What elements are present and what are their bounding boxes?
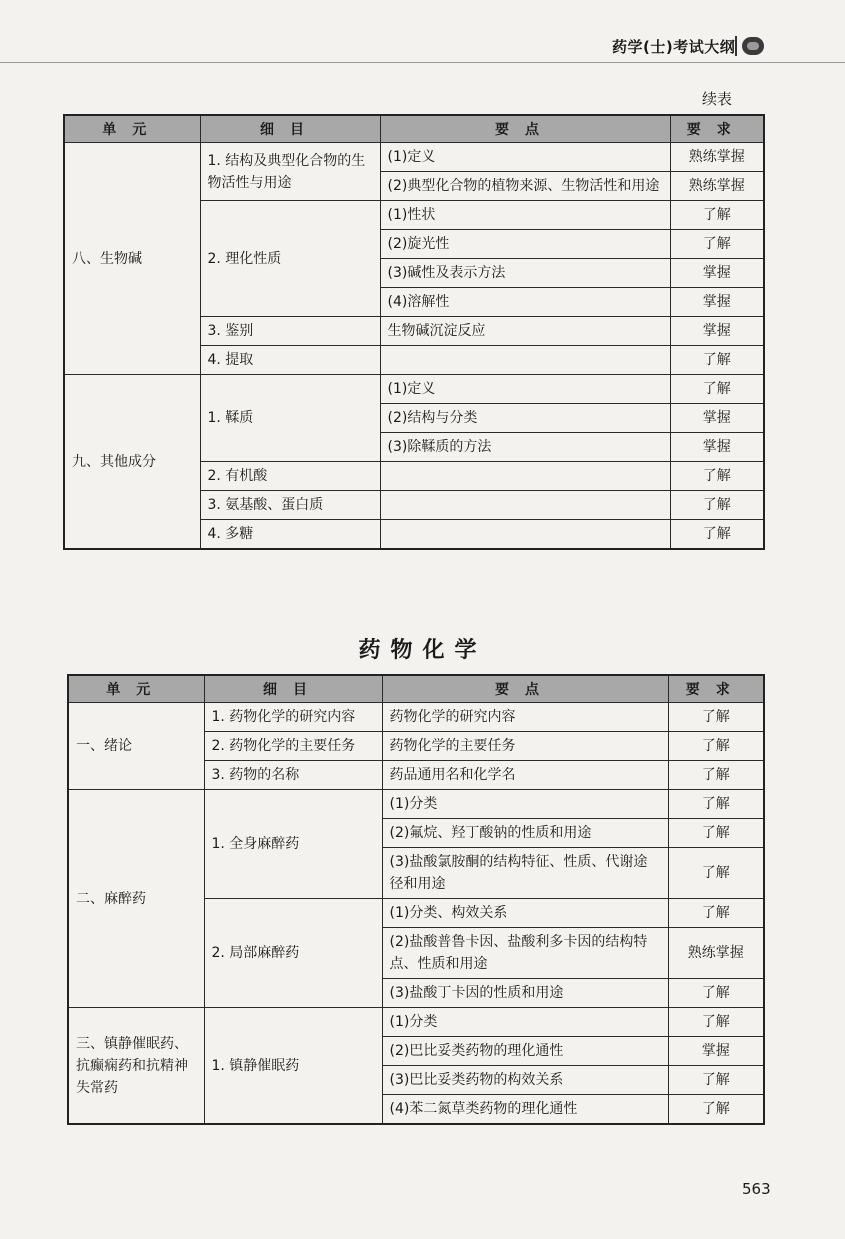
point-cell: 生物碱沉淀反应 bbox=[380, 317, 670, 346]
table-header-row bbox=[68, 675, 764, 703]
table-row bbox=[68, 790, 764, 819]
section-title: 药物化学 bbox=[358, 638, 487, 663]
point-cell: (4)溶解性 bbox=[380, 288, 670, 317]
requirement-cell: 掌握 bbox=[670, 433, 764, 462]
requirement-cell: 掌握 bbox=[670, 288, 764, 317]
item-cell: 3. 鉴别 bbox=[200, 317, 380, 346]
page-number: 563 bbox=[742, 1180, 771, 1198]
item-cell: 1. 药物化学的研究内容 bbox=[204, 703, 382, 732]
point-cell: (3)盐酸丁卡因的性质和用途 bbox=[382, 979, 668, 1008]
requirement-cell: 了解 bbox=[670, 230, 764, 259]
requirement-cell: 了解 bbox=[670, 375, 764, 404]
unit-cell: 三、镇静催眠药、抗癫痫药和抗精神失常药 bbox=[68, 1008, 204, 1125]
requirement-cell: 熟练掌握 bbox=[670, 143, 764, 172]
header-separator bbox=[735, 36, 737, 56]
column-header: 细目 bbox=[200, 115, 380, 143]
requirement-cell: 熟练掌握 bbox=[670, 172, 764, 201]
item-cell: 2. 有机酸 bbox=[200, 462, 380, 491]
header-rule bbox=[0, 62, 845, 63]
requirement-cell: 了解 bbox=[668, 790, 764, 819]
point-cell: (2)结构与分类 bbox=[380, 404, 670, 433]
requirement-cell: 掌握 bbox=[668, 1037, 764, 1066]
point-cell: (1)分类 bbox=[382, 1008, 668, 1037]
requirement-cell: 了解 bbox=[668, 1066, 764, 1095]
unit-cell: 一、绪论 bbox=[68, 703, 204, 790]
point-cell: (1)分类 bbox=[382, 790, 668, 819]
requirement-cell: 了解 bbox=[668, 1095, 764, 1125]
point-cell: (1)性状 bbox=[380, 201, 670, 230]
column-header: 要求 bbox=[668, 675, 764, 703]
point-cell bbox=[380, 462, 670, 491]
point-cell: (2)巴比妥类药物的理化通性 bbox=[382, 1037, 668, 1066]
point-cell bbox=[380, 491, 670, 520]
item-cell: 4. 多糖 bbox=[200, 520, 380, 550]
running-header-title: 药学(士)考试大纲 bbox=[612, 38, 736, 56]
column-header: 要点 bbox=[380, 115, 670, 143]
outline-table-2 bbox=[67, 674, 765, 1125]
requirement-cell: 了解 bbox=[668, 1008, 764, 1037]
item-cell: 3. 氨基酸、蛋白质 bbox=[200, 491, 380, 520]
column-header: 细目 bbox=[204, 675, 382, 703]
point-cell: (1)定义 bbox=[380, 143, 670, 172]
point-cell: (2)旋光性 bbox=[380, 230, 670, 259]
item-cell: 2. 局部麻醉药 bbox=[204, 899, 382, 1008]
item-cell: 4. 提取 bbox=[200, 346, 380, 375]
point-cell: (3)除鞣质的方法 bbox=[380, 433, 670, 462]
table-row bbox=[64, 143, 764, 172]
requirement-cell: 了解 bbox=[670, 491, 764, 520]
point-cell: (2)典型化合物的植物来源、生物活性和用途 bbox=[380, 172, 670, 201]
requirement-cell: 了解 bbox=[670, 201, 764, 230]
unit-cell: 九、其他成分 bbox=[64, 375, 200, 550]
requirement-cell: 了解 bbox=[668, 761, 764, 790]
table-row bbox=[68, 703, 764, 732]
outline-table-1 bbox=[63, 114, 765, 550]
requirement-cell: 了解 bbox=[670, 520, 764, 550]
item-cell: 3. 药物的名称 bbox=[204, 761, 382, 790]
column-header: 单元 bbox=[64, 115, 200, 143]
table-header-row bbox=[64, 115, 764, 143]
requirement-cell: 了解 bbox=[668, 979, 764, 1008]
point-cell: (2)氟烷、羟丁酸钠的性质和用途 bbox=[382, 819, 668, 848]
requirement-cell: 掌握 bbox=[670, 259, 764, 288]
requirement-cell: 了解 bbox=[668, 899, 764, 928]
requirement-cell: 了解 bbox=[668, 819, 764, 848]
point-cell: (3)巴比妥类药物的构效关系 bbox=[382, 1066, 668, 1095]
requirement-cell: 了解 bbox=[670, 346, 764, 375]
requirement-cell: 掌握 bbox=[670, 317, 764, 346]
requirement-cell: 熟练掌握 bbox=[668, 928, 764, 979]
requirement-cell: 掌握 bbox=[670, 404, 764, 433]
point-cell: (3)碱性及表示方法 bbox=[380, 259, 670, 288]
requirement-cell: 了解 bbox=[670, 462, 764, 491]
point-cell: 药物化学的主要任务 bbox=[382, 732, 668, 761]
item-cell: 1. 鞣质 bbox=[200, 375, 380, 462]
point-cell: (4)苯二氮草类药物的理化通性 bbox=[382, 1095, 668, 1125]
unit-cell: 八、生物碱 bbox=[64, 143, 200, 375]
item-cell: 1. 镇静催眠药 bbox=[204, 1008, 382, 1125]
item-cell: 1. 结构及典型化合物的生物活性与用途 bbox=[200, 143, 380, 201]
column-header: 单元 bbox=[68, 675, 204, 703]
point-cell: (2)盐酸普鲁卡因、盐酸利多卡因的结构特点、性质和用途 bbox=[382, 928, 668, 979]
column-header: 要求 bbox=[670, 115, 764, 143]
table-row bbox=[64, 375, 764, 404]
requirement-cell: 了解 bbox=[668, 732, 764, 761]
point-cell: (1)定义 bbox=[380, 375, 670, 404]
continuation-label: 续表 bbox=[702, 90, 733, 108]
unit-cell: 二、麻醉药 bbox=[68, 790, 204, 1008]
point-cell: 药品通用名和化学名 bbox=[382, 761, 668, 790]
requirement-cell: 了解 bbox=[668, 848, 764, 899]
point-cell: 药物化学的研究内容 bbox=[382, 703, 668, 732]
point-cell bbox=[380, 346, 670, 375]
item-cell: 1. 全身麻醉药 bbox=[204, 790, 382, 899]
point-cell bbox=[380, 520, 670, 550]
item-cell: 2. 理化性质 bbox=[200, 201, 380, 317]
point-cell: (3)盐酸氯胺酮的结构特征、性质、代谢途径和用途 bbox=[382, 848, 668, 899]
point-cell: (1)分类、构效关系 bbox=[382, 899, 668, 928]
requirement-cell: 了解 bbox=[668, 703, 764, 732]
table-row bbox=[68, 1008, 764, 1037]
column-header: 要点 bbox=[382, 675, 668, 703]
item-cell: 2. 药物化学的主要任务 bbox=[204, 732, 382, 761]
book-icon bbox=[742, 37, 764, 55]
